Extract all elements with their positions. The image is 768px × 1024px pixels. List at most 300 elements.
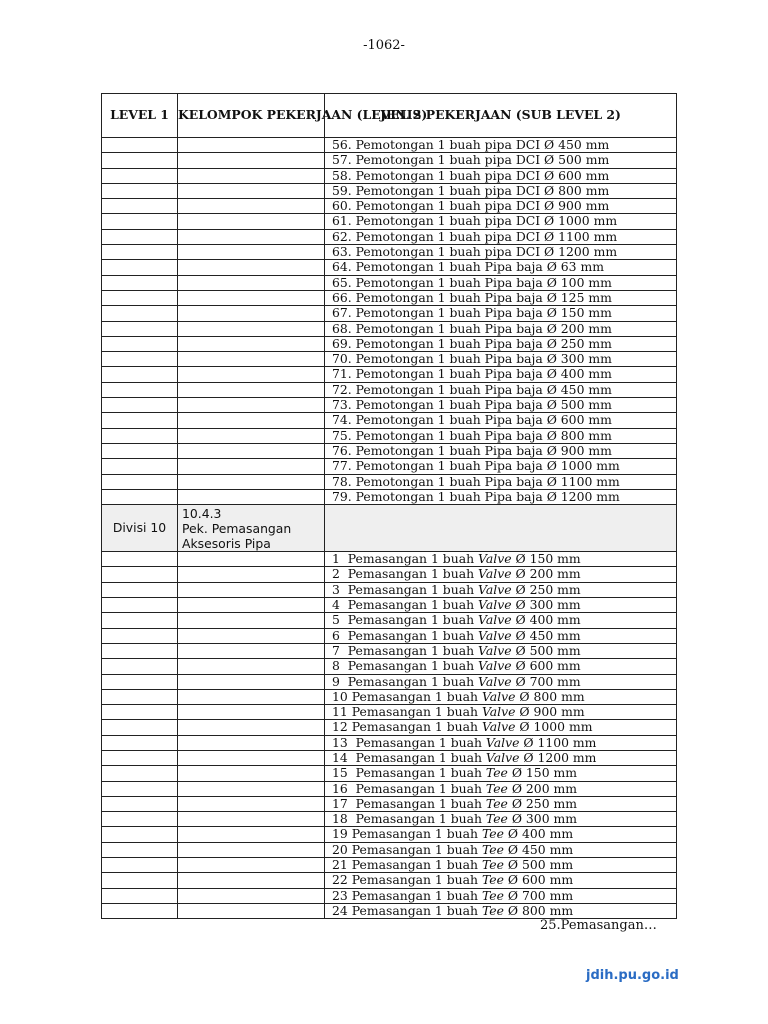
table-row <box>102 275 677 290</box>
table-row <box>102 199 677 214</box>
empty-cell <box>178 413 325 428</box>
division-body <box>102 505 677 552</box>
item-number: 9 <box>332 673 340 689</box>
item-size: Ø 250 mm <box>511 581 581 597</box>
empty-cell <box>102 582 178 597</box>
item-text: Pemasangan 1 buah <box>339 658 479 674</box>
empty-cell <box>102 888 178 903</box>
empty-cell <box>178 321 325 336</box>
group-code: 10.4.3 <box>182 506 222 522</box>
item-number: 1 <box>332 551 340 567</box>
empty-cell <box>102 705 178 720</box>
work-item: 73. Pemotongan 1 buah Pipa baja Ø 500 mm <box>325 398 677 413</box>
empty-cell <box>102 489 178 504</box>
work-item <box>325 750 677 765</box>
empty-cell <box>102 781 178 796</box>
item-text: Pemasangan 1 buah <box>347 811 486 827</box>
item-number: 6 <box>332 627 340 643</box>
work-item <box>325 613 677 628</box>
work-item <box>325 812 677 827</box>
work-item: 57. Pemotongan 1 buah pipa DCI Ø 500 mm <box>325 153 677 168</box>
empty-cell <box>102 567 178 582</box>
empty-cell <box>102 428 178 443</box>
work-table <box>101 93 677 919</box>
empty-cell <box>102 459 178 474</box>
item-text: Pemasangan 1 buah <box>347 826 482 842</box>
item-size: Ø 500 mm <box>503 857 574 873</box>
empty-cell <box>102 321 178 336</box>
item-kind: Valve <box>481 704 516 720</box>
item-text: Pemasangan 1 buah <box>347 902 482 918</box>
item-number: 23 <box>332 887 348 903</box>
empty-cell <box>102 766 178 781</box>
table-row <box>102 567 677 582</box>
table-row <box>102 750 677 765</box>
table-row <box>102 245 677 260</box>
item-kind: Valve <box>478 581 512 597</box>
empty-cell <box>178 260 325 275</box>
table-row <box>102 628 677 643</box>
table-row <box>102 321 677 336</box>
work-item <box>325 858 677 873</box>
item-text: Pemasangan 1 buah <box>339 627 479 643</box>
item-size: Ø 800 mm <box>503 902 574 918</box>
work-item: 62. Pemotongan 1 buah pipa DCI Ø 1100 mm <box>325 229 677 244</box>
work-item <box>325 582 677 597</box>
empty-cell <box>178 781 325 796</box>
item-kind: Valve <box>478 612 512 628</box>
empty-cell <box>178 827 325 842</box>
empty-cell <box>102 260 178 275</box>
empty-cell <box>102 352 178 367</box>
table-row <box>102 873 677 888</box>
footer-link[interactable]: jdih.pu.go.id <box>586 968 679 983</box>
empty-cell <box>178 214 325 229</box>
empty-cell <box>178 428 325 443</box>
item-text: Pemasangan 1 buah <box>347 780 486 796</box>
item-text: Pemasangan 1 buah <box>339 551 479 567</box>
empty-cell <box>178 873 325 888</box>
item-text: Pemasangan 1 buah <box>339 597 479 613</box>
table-row <box>102 474 677 489</box>
item-number: 10 <box>332 688 348 704</box>
work-item <box>325 888 677 903</box>
empty-cell <box>178 352 325 367</box>
table-row <box>102 552 677 567</box>
empty-cell <box>178 199 325 214</box>
table-row <box>102 153 677 168</box>
empty-cell <box>178 275 325 290</box>
empty-cell <box>178 796 325 811</box>
empty-cell <box>102 168 178 183</box>
empty-cell <box>102 474 178 489</box>
empty-cell <box>102 382 178 397</box>
empty-cell <box>102 443 178 458</box>
header-level1: LEVEL 1 <box>102 94 178 138</box>
work-item: 72. Pemotongan 1 buah Pipa baja Ø 450 mm <box>325 382 677 397</box>
empty-cell <box>178 720 325 735</box>
item-text: Pemasangan 1 buah <box>347 887 482 903</box>
item-number: 5 <box>332 612 340 628</box>
empty-cell <box>178 290 325 305</box>
item-kind: Valve <box>481 719 516 735</box>
division-row <box>102 505 677 552</box>
work-item: 65. Pemotongan 1 buah Pipa baja Ø 100 mm <box>325 275 677 290</box>
item-number: 19 <box>332 826 348 842</box>
empty-cell <box>102 245 178 260</box>
table-row <box>102 290 677 305</box>
item-number: 15 <box>332 765 348 781</box>
item-text: Pemasangan 1 buah <box>347 704 482 720</box>
empty-cell <box>178 750 325 765</box>
empty-cell <box>102 183 178 198</box>
work-item: 63. Pemotongan 1 buah pipa DCI Ø 1200 mm <box>325 245 677 260</box>
work-item <box>325 873 677 888</box>
table-row <box>102 352 677 367</box>
work-item: 76. Pemotongan 1 buah Pipa baja Ø 900 mm <box>325 443 677 458</box>
item-text: Pemasangan 1 buah <box>347 872 482 888</box>
table-row <box>102 260 677 275</box>
work-item: 70. Pemotongan 1 buah Pipa baja Ø 300 mm <box>325 352 677 367</box>
empty-cell <box>178 336 325 351</box>
empty-cell <box>178 552 325 567</box>
item-text: Pemasangan 1 buah <box>347 841 482 857</box>
item-size: Ø 700 mm <box>511 673 581 689</box>
section-b-body <box>102 552 677 919</box>
item-text: Pemasangan 1 buah <box>339 581 479 597</box>
work-item <box>325 598 677 613</box>
empty-cell <box>102 750 178 765</box>
table-row <box>102 888 677 903</box>
table-row <box>102 398 677 413</box>
item-size: Ø 700 mm <box>503 887 574 903</box>
item-kind: Valve <box>478 627 512 643</box>
table-row <box>102 428 677 443</box>
header-kelompok: KELOMPOK PEKERJAAN (LEVEL 2) <box>178 94 325 138</box>
work-item <box>325 735 677 750</box>
empty-cell <box>102 153 178 168</box>
item-kind: Tee <box>485 780 508 796</box>
empty-cell <box>102 720 178 735</box>
empty-cell <box>178 598 325 613</box>
table-row <box>102 827 677 842</box>
empty-cell <box>178 229 325 244</box>
table-row <box>102 796 677 811</box>
item-text: Pemasangan 1 buah <box>347 795 486 811</box>
empty-cell <box>102 367 178 382</box>
group-name: Pek. Pemasangan Aksesoris Pipa <box>182 521 292 552</box>
work-item: 58. Pemotongan 1 buah pipa DCI Ø 600 mm <box>325 168 677 183</box>
item-number: 12 <box>332 719 348 735</box>
item-size: Ø 200 mm <box>511 566 581 582</box>
table-row <box>102 183 677 198</box>
table-row <box>102 443 677 458</box>
empty-cell <box>178 153 325 168</box>
page-number: -1062- <box>363 38 405 53</box>
table-row <box>102 674 677 689</box>
table-row <box>102 858 677 873</box>
item-kind: Tee <box>481 872 504 888</box>
table-row <box>102 705 677 720</box>
empty-cell <box>102 689 178 704</box>
item-text: Pemasangan 1 buah <box>347 749 486 765</box>
work-item: 78. Pemotongan 1 buah Pipa baja Ø 1100 mm <box>325 474 677 489</box>
empty-cell <box>102 290 178 305</box>
table-row <box>102 613 677 628</box>
empty-cell <box>102 613 178 628</box>
table-row <box>102 229 677 244</box>
item-size: Ø 1000 mm <box>515 719 593 735</box>
item-kind: Tee <box>485 795 508 811</box>
item-number: 8 <box>332 658 340 674</box>
empty-cell <box>178 168 325 183</box>
item-size: Ø 200 mm <box>507 780 578 796</box>
item-size: Ø 150 mm <box>507 765 578 781</box>
table-row <box>102 903 677 918</box>
item-number: 4 <box>332 597 340 613</box>
work-item <box>325 796 677 811</box>
empty-cell <box>102 199 178 214</box>
table-row <box>102 643 677 658</box>
empty-cell <box>102 336 178 351</box>
table-row <box>102 781 677 796</box>
item-number: 2 <box>332 566 340 582</box>
item-number: 18 <box>332 811 348 827</box>
empty-cell <box>178 842 325 857</box>
item-kind: Valve <box>478 597 512 613</box>
item-number: 3 <box>332 581 340 597</box>
item-number: 16 <box>332 780 348 796</box>
item-size: Ø 300 mm <box>507 811 578 827</box>
division-blank-cell <box>325 505 677 552</box>
table-row <box>102 598 677 613</box>
item-kind: Valve <box>478 566 512 582</box>
work-item: 69. Pemotongan 1 buah Pipa baja Ø 250 mm <box>325 336 677 351</box>
work-item: 68. Pemotongan 1 buah Pipa baja Ø 200 mm <box>325 321 677 336</box>
empty-cell <box>178 628 325 643</box>
item-kind: Tee <box>481 902 504 918</box>
item-number: 21 <box>332 857 348 873</box>
empty-cell <box>178 858 325 873</box>
empty-cell <box>102 735 178 750</box>
work-item: 74. Pemotongan 1 buah Pipa baja Ø 600 mm <box>325 413 677 428</box>
item-text: Pemasangan 1 buah <box>339 566 479 582</box>
item-kind: Valve <box>478 551 512 567</box>
work-item: 66. Pemotongan 1 buah Pipa baja Ø 125 mm <box>325 290 677 305</box>
empty-cell <box>102 643 178 658</box>
item-number: 17 <box>332 795 348 811</box>
item-number: 24 <box>332 902 348 918</box>
table-row <box>102 766 677 781</box>
item-text: Pemasangan 1 buah <box>347 857 482 873</box>
work-item: 67. Pemotongan 1 buah Pipa baja Ø 150 mm <box>325 306 677 321</box>
empty-cell <box>178 674 325 689</box>
item-kind: Valve <box>478 658 512 674</box>
item-size: Ø 150 mm <box>511 551 581 567</box>
item-size: Ø 400 mm <box>511 612 581 628</box>
item-number: 13 <box>332 734 348 750</box>
empty-cell <box>102 858 178 873</box>
table-row <box>102 138 677 153</box>
item-kind: Valve <box>481 688 516 704</box>
empty-cell <box>102 674 178 689</box>
empty-cell <box>102 598 178 613</box>
empty-cell <box>178 689 325 704</box>
header-jenis: JENIS PEKERJAAN (SUB LEVEL 2) <box>325 94 677 138</box>
item-kind: Tee <box>481 841 504 857</box>
item-number: 22 <box>332 872 348 888</box>
work-item: 61. Pemotongan 1 buah pipa DCI Ø 1000 mm <box>325 214 677 229</box>
work-item <box>325 766 677 781</box>
empty-cell <box>102 796 178 811</box>
work-item <box>325 659 677 674</box>
division-group <box>178 505 325 552</box>
empty-cell <box>178 888 325 903</box>
item-size: Ø 450 mm <box>503 841 574 857</box>
table-row <box>102 689 677 704</box>
empty-cell <box>178 705 325 720</box>
work-item: 56. Pemotongan 1 buah pipa DCI Ø 450 mm <box>325 138 677 153</box>
table-row <box>102 214 677 229</box>
empty-cell <box>178 735 325 750</box>
item-size: Ø 1200 mm <box>519 749 597 765</box>
item-number: 14 <box>332 749 348 765</box>
empty-cell <box>178 459 325 474</box>
work-item <box>325 674 677 689</box>
table-row <box>102 659 677 674</box>
empty-cell <box>178 903 325 918</box>
item-size: Ø 600 mm <box>503 872 574 888</box>
empty-cell <box>178 306 325 321</box>
item-text: Pemasangan 1 buah <box>347 719 482 735</box>
work-item: 75. Pemotongan 1 buah Pipa baja Ø 800 mm <box>325 428 677 443</box>
empty-cell <box>178 643 325 658</box>
work-item <box>325 842 677 857</box>
item-size: Ø 800 mm <box>515 688 585 704</box>
item-size: Ø 600 mm <box>511 658 581 674</box>
work-item <box>325 903 677 918</box>
table-row <box>102 812 677 827</box>
item-size: Ø 250 mm <box>507 795 578 811</box>
empty-cell <box>102 398 178 413</box>
table-row <box>102 336 677 351</box>
empty-cell <box>102 138 178 153</box>
empty-cell <box>102 306 178 321</box>
work-item <box>325 827 677 842</box>
work-item <box>325 720 677 735</box>
work-item <box>325 689 677 704</box>
empty-cell <box>102 275 178 290</box>
work-item <box>325 643 677 658</box>
empty-cell <box>178 489 325 504</box>
item-text: Pemasangan 1 buah <box>339 612 479 628</box>
empty-cell <box>102 214 178 229</box>
item-size: Ø 400 mm <box>503 826 574 842</box>
table-row <box>102 413 677 428</box>
item-kind: Tee <box>481 826 504 842</box>
table-row <box>102 459 677 474</box>
empty-cell <box>102 842 178 857</box>
table-row <box>102 367 677 382</box>
item-kind: Tee <box>485 765 508 781</box>
item-kind: Valve <box>485 749 520 765</box>
item-kind: Tee <box>481 887 504 903</box>
item-size: Ø 450 mm <box>511 627 581 643</box>
empty-cell <box>178 367 325 382</box>
work-item: 71. Pemotongan 1 buah Pipa baja Ø 400 mm <box>325 367 677 382</box>
empty-cell <box>178 382 325 397</box>
item-number: 7 <box>332 642 340 658</box>
item-text: Pemasangan 1 buah <box>347 688 482 704</box>
item-size: Ø 1100 mm <box>519 734 597 750</box>
empty-cell <box>102 903 178 918</box>
table-header-row <box>102 94 677 138</box>
empty-cell <box>178 582 325 597</box>
item-text: Pemasangan 1 buah <box>339 642 479 658</box>
item-text: Pemasangan 1 buah <box>339 673 479 689</box>
item-kind: Valve <box>485 734 520 750</box>
item-text: Pemasangan 1 buah <box>347 765 486 781</box>
work-item: 60. Pemotongan 1 buah pipa DCI Ø 900 mm <box>325 199 677 214</box>
empty-cell <box>102 413 178 428</box>
empty-cell <box>178 766 325 781</box>
item-size: Ø 900 mm <box>515 704 585 720</box>
work-item: 79. Pemotongan 1 buah Pipa baja Ø 1200 mm <box>325 489 677 504</box>
table-row <box>102 582 677 597</box>
table-row <box>102 306 677 321</box>
work-item: 59. Pemotongan 1 buah pipa DCI Ø 800 mm <box>325 183 677 198</box>
empty-cell <box>178 398 325 413</box>
item-kind: Valve <box>478 673 512 689</box>
empty-cell <box>178 138 325 153</box>
empty-cell <box>178 613 325 628</box>
empty-cell <box>102 659 178 674</box>
table-row <box>102 382 677 397</box>
work-item <box>325 705 677 720</box>
table-row <box>102 842 677 857</box>
empty-cell <box>178 183 325 198</box>
empty-cell <box>178 659 325 674</box>
work-item <box>325 567 677 582</box>
division-level: Divisi 10 <box>102 505 178 552</box>
table-row <box>102 168 677 183</box>
item-size: Ø 300 mm <box>511 597 581 613</box>
empty-cell <box>102 873 178 888</box>
empty-cell <box>178 443 325 458</box>
work-item <box>325 628 677 643</box>
work-item: 77. Pemotongan 1 buah Pipa baja Ø 1000 mm <box>325 459 677 474</box>
empty-cell <box>178 567 325 582</box>
section-a-body <box>102 138 677 505</box>
work-item <box>325 552 677 567</box>
empty-cell <box>178 812 325 827</box>
empty-cell <box>102 552 178 567</box>
item-number: 11 <box>332 704 348 720</box>
item-number: 20 <box>332 841 348 857</box>
item-kind: Tee <box>485 811 508 827</box>
table-row <box>102 735 677 750</box>
item-text: Pemasangan 1 buah <box>347 734 486 750</box>
empty-cell <box>178 474 325 489</box>
table-row <box>102 720 677 735</box>
empty-cell <box>102 812 178 827</box>
continuation-text: 25.Pemasangan… <box>540 918 657 933</box>
work-item <box>325 781 677 796</box>
empty-cell <box>102 628 178 643</box>
empty-cell <box>178 245 325 260</box>
empty-cell <box>102 827 178 842</box>
item-kind: Valve <box>478 642 512 658</box>
